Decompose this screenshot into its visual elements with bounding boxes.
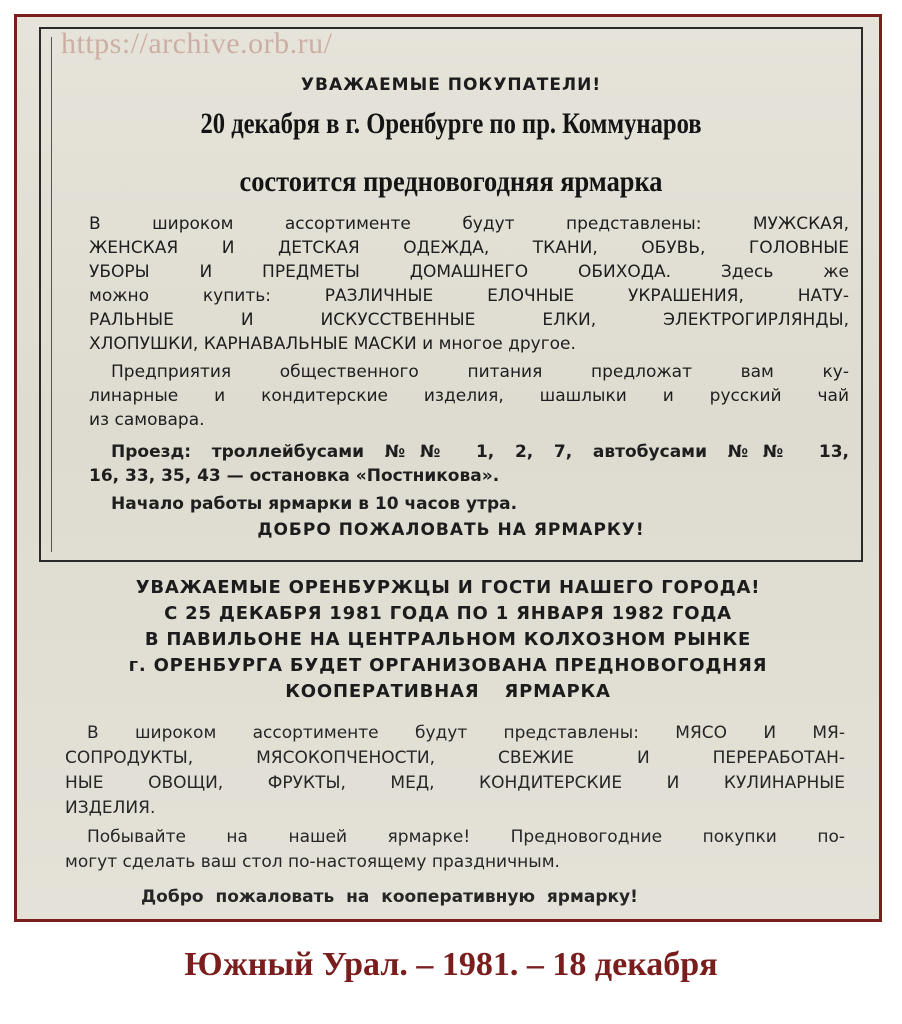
transport-line: 16, 33, 35, 43 — остановка «Постникова». <box>89 466 500 486</box>
newspaper-clipping <box>14 14 882 922</box>
body-line: В широком ассортименте будут представлены: МУЖСКАЯ, <box>89 214 849 234</box>
body-line: можно купить: РАЗЛИЧНЫЕ ЕЛОЧНЫЕ УКРАШЕНИЯ, НАТУ- <box>89 286 849 306</box>
coop-fair-heading: В ПАВИЛЬОНЕ НА ЦЕНТРАЛЬНОМ КОЛХОЗНОМ РЫНКЕ <box>144 629 752 650</box>
body-line: РАЛЬНЫЕ И ИСКУССТВЕННЫЕ ЕЛКИ, ЭЛЕКТРОГИРЛЯНДЫ, <box>89 310 849 330</box>
body-line: УБОРЫ И ПРЕДМЕТЫ ДОМАШНЕГО ОБИХОДА. Здесь же <box>89 262 849 282</box>
body-line: СОПРОДУКТЫ, МЯСОКОПЧЕНОСТИ, СВЕЖИЕ И ПЕРЕРАБОТАН- <box>65 748 845 768</box>
coop-fair-heading: КООПЕРАТИВНАЯ ЯРМАРКА <box>285 681 611 702</box>
source-caption: Южный Урал. – 1981. – 18 декабря <box>184 946 718 983</box>
body-line: ХЛОПУШКИ, КАРНАВАЛЬНЫЕ МАСКИ и многое другое. <box>89 334 576 354</box>
greeting-heading: УВАЖАЕМЫЕ ПОКУПАТЕЛИ! <box>300 75 602 95</box>
coop-welcome-line: Добро пожаловать на кооперативную ярмарку! <box>141 887 638 907</box>
body-line: из самовара. <box>89 410 205 430</box>
transport-line: Проезд: троллейбусами №№ 1, 2, 7, автобусами №№ 13, <box>111 442 849 462</box>
headline-fair: состоится предновогодняя ярмарка <box>239 165 663 198</box>
headline-date-location: 20 декабря в г. Оренбурге по пр. Коммунаров <box>200 107 702 140</box>
body-line: линарные и кондитерские изделия, шашлыки и русский чай <box>89 386 849 406</box>
body-line: В широком ассортименте будут представлены: МЯСО И МЯ- <box>87 723 845 743</box>
body-line: ИЗДЕЛИЯ. <box>65 798 156 818</box>
opening-time: Начало работы ярмарки в 10 часов утра. <box>111 494 518 514</box>
body-line: ЖЕНСКАЯ И ДЕТСКАЯ ОДЕЖДА, ТКАНИ, ОБУВЬ, ГОЛОВНЫЕ <box>89 238 849 258</box>
welcome-line: ДОБРО ПОЖАЛОВАТЬ НА ЯРМАРКУ! <box>257 520 645 540</box>
fair-announcement-box <box>39 27 863 562</box>
closing-line: могут сделать ваш стол по-настоящему праздничным. <box>65 852 560 872</box>
body-line: Предприятия общественного питания предложат вам ку- <box>111 362 849 382</box>
body-line: НЫЕ ОВОЩИ, ФРУКТЫ, МЕД, КОНДИТЕРСКИЕ И КУЛИНАРНЫЕ <box>65 773 845 793</box>
coop-fair-heading: С 25 ДЕКАБРЯ 1981 ГОДА ПО 1 ЯНВАРЯ 1982 ГОДА <box>164 603 732 624</box>
coop-fair-heading: УВАЖАЕМЫЕ ОРЕНБУРЖЦЫ И ГОСТИ НАШЕГО ГОРОДА! <box>135 577 761 598</box>
archive-watermark: https://archive.orb.ru/ <box>61 27 333 60</box>
coop-fair-heading: г. ОРЕНБУРГА БУДЕТ ОРГАНИЗОВАНА ПРЕДНОВОГОДНЯЯ <box>128 655 768 676</box>
closing-line: Побывайте на нашей ярмарке! Предновогодние покупки по- <box>87 827 845 847</box>
